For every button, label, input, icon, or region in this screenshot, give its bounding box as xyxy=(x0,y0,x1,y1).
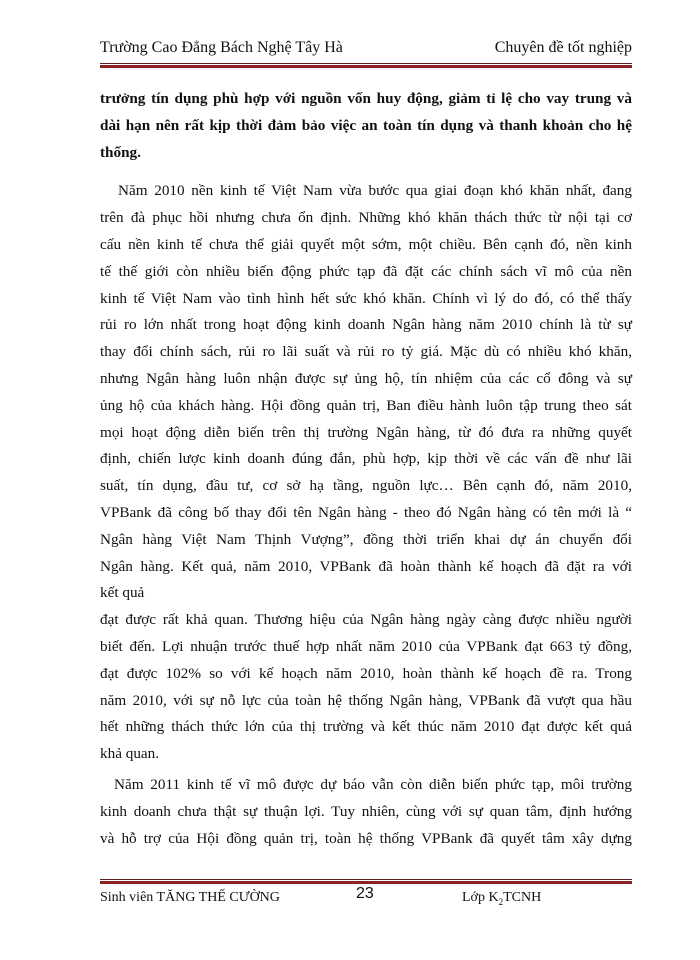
paragraph-3-line: khả quan. xyxy=(100,745,160,763)
paragraph-2-line: thay đổi chính sách, rủi ro lãi suất và rủi ro tỷ giá. Mặc dù có nhiều khó khăn, xyxy=(100,343,632,361)
paragraph-2-line: Ngân hàng Việt Nam Thịnh Vượng”, đồng thời triển khai dự án chuyển đổi xyxy=(100,530,632,548)
header-rule xyxy=(100,63,632,68)
paragraph-2-line: suất, tín dụng, đầu tư, cơ sở hạ tầng, nguồn lực… Bên cạnh đó, năm 2010, xyxy=(100,477,632,495)
paragraph-2-line: định, chiến lược kinh doanh đúng đắn, phù hợp, kịp thời về các vấn đề như lãi xyxy=(100,450,632,468)
paragraph-4-line: Năm 2011 kinh tế vĩ mô được dự báo vẫn còn diễn biến phức tạp, môi trường xyxy=(114,775,632,793)
header-school: Trường Cao Đẳng Bách Nghệ Tây Hà xyxy=(100,39,343,56)
footer-student: Sinh viên TĂNG THẾ CƯỜNG xyxy=(100,890,280,905)
paragraph-2-line: Năm 2010 nền kinh tế Việt Nam vừa bước qua giai đoạn khó khăn nhất, đang xyxy=(118,182,632,200)
paragraph-2-line: ủng hộ của khách hàng. Hội đồng quản trị, Ban điều hành luôn tập trung theo sát xyxy=(100,396,632,414)
paragraph-2 xyxy=(100,178,632,607)
paragraph-2-line: nhưng Ngân hàng luôn nhận được sự ủng hộ, tín nhiệm của các cổ đông và sự xyxy=(100,369,632,387)
footer-class xyxy=(462,888,541,912)
paragraph-3-line: biết đến. Lợi nhuận trước thuế hợp nhất năm 2010 của VPBank đạt 663 tỷ đồng, xyxy=(100,637,632,655)
paragraph-3-line: hết những thách thức lớn của thị trường và kết thúc năm 2010 đạt được kết quả xyxy=(100,718,632,736)
header-topic: Chuyên đề tốt nghiệp xyxy=(494,39,632,56)
document-body xyxy=(100,86,632,852)
footer-class-prefix: Lớp K xyxy=(462,890,499,905)
paragraph-4-line: kinh doanh chưa thật sự thuận lợi. Tuy nhiên, cùng với sự quan tâm, định hướng xyxy=(100,802,632,820)
paragraph-2-line: Ngân hàng. Kết quả, năm 2010, VPBank đã hoàn thành kế hoạch đã đặt ra với xyxy=(100,557,632,575)
paragraph-1-line: thống. xyxy=(100,143,141,161)
paragraph-1 xyxy=(100,86,632,166)
paragraph-2-line: trên đà phục hồi nhưng chưa ổn định. Những khó khăn thách thức từ nội tại cơ xyxy=(100,209,632,227)
paragraph-3 xyxy=(100,607,632,768)
paragraph-2-line: kinh tế Việt Nam vào tình hình hết sức khó khăn. Chính vì lý do đó, có thể thấy xyxy=(100,289,632,307)
footer-class-sub: 2 xyxy=(498,896,504,907)
paragraph-2-line: VPBank đã công bố thay đổi tên Ngân hàng - theo đó Ngân hàng có tên mới là “ xyxy=(100,503,632,521)
page-header xyxy=(100,38,632,58)
paragraph-1-line: dài hạn nên rất kịp thời đảm bảo việc an toàn tín dụng và thanh khoản cho hệ xyxy=(100,116,632,134)
page-footer xyxy=(100,885,632,908)
paragraph-3-line: đạt được 102% so với kế hoạch năm 2010, hoàn thành kế hoạch đề ra. Trong xyxy=(100,664,632,682)
paragraph-4 xyxy=(100,772,632,852)
page-number: 23 xyxy=(356,885,374,902)
paragraph-2-line: rủi ro lớn nhất trong hoạt động kinh doanh Ngân hàng năm 2010 chính là từ sự xyxy=(100,316,632,334)
paragraph-2-line: cấu nền kinh tế chưa thể giải quyết một sớm, một chiều. Bên cạnh đó, nền kinh xyxy=(100,235,632,253)
paragraph-3-line: năm 2010, với sự nỗ lực của toàn hệ thống Ngân hàng, VPBank đã vượt qua hầu xyxy=(100,691,632,709)
paragraph-2-line: tế thế giới còn nhiều biến động phức tạp đã đặt các chính sách vĩ mô của nền xyxy=(100,262,632,280)
paragraph-4-line: và hỗ trợ của Hội đồng quản trị, toàn hệ thống VPBank đã quyết tâm xây dựng xyxy=(100,829,632,847)
paragraph-3-line: đạt được rất khả quan. Thương hiệu của Ngân hàng ngày càng được nhiều người xyxy=(100,611,632,629)
footer-class-suffix: TCNH xyxy=(503,890,542,905)
paragraph-1-line: trưởng tín dụng phù hợp với nguồn vốn huy động, giảm tỉ lệ cho vay trung và xyxy=(100,90,632,107)
paragraph-2-line: kết quả xyxy=(100,584,145,602)
paragraph-2-line: mọi hoạt động diễn biến trên thị trường Ngân hàng, từ đó đưa ra những quyết xyxy=(100,423,632,441)
